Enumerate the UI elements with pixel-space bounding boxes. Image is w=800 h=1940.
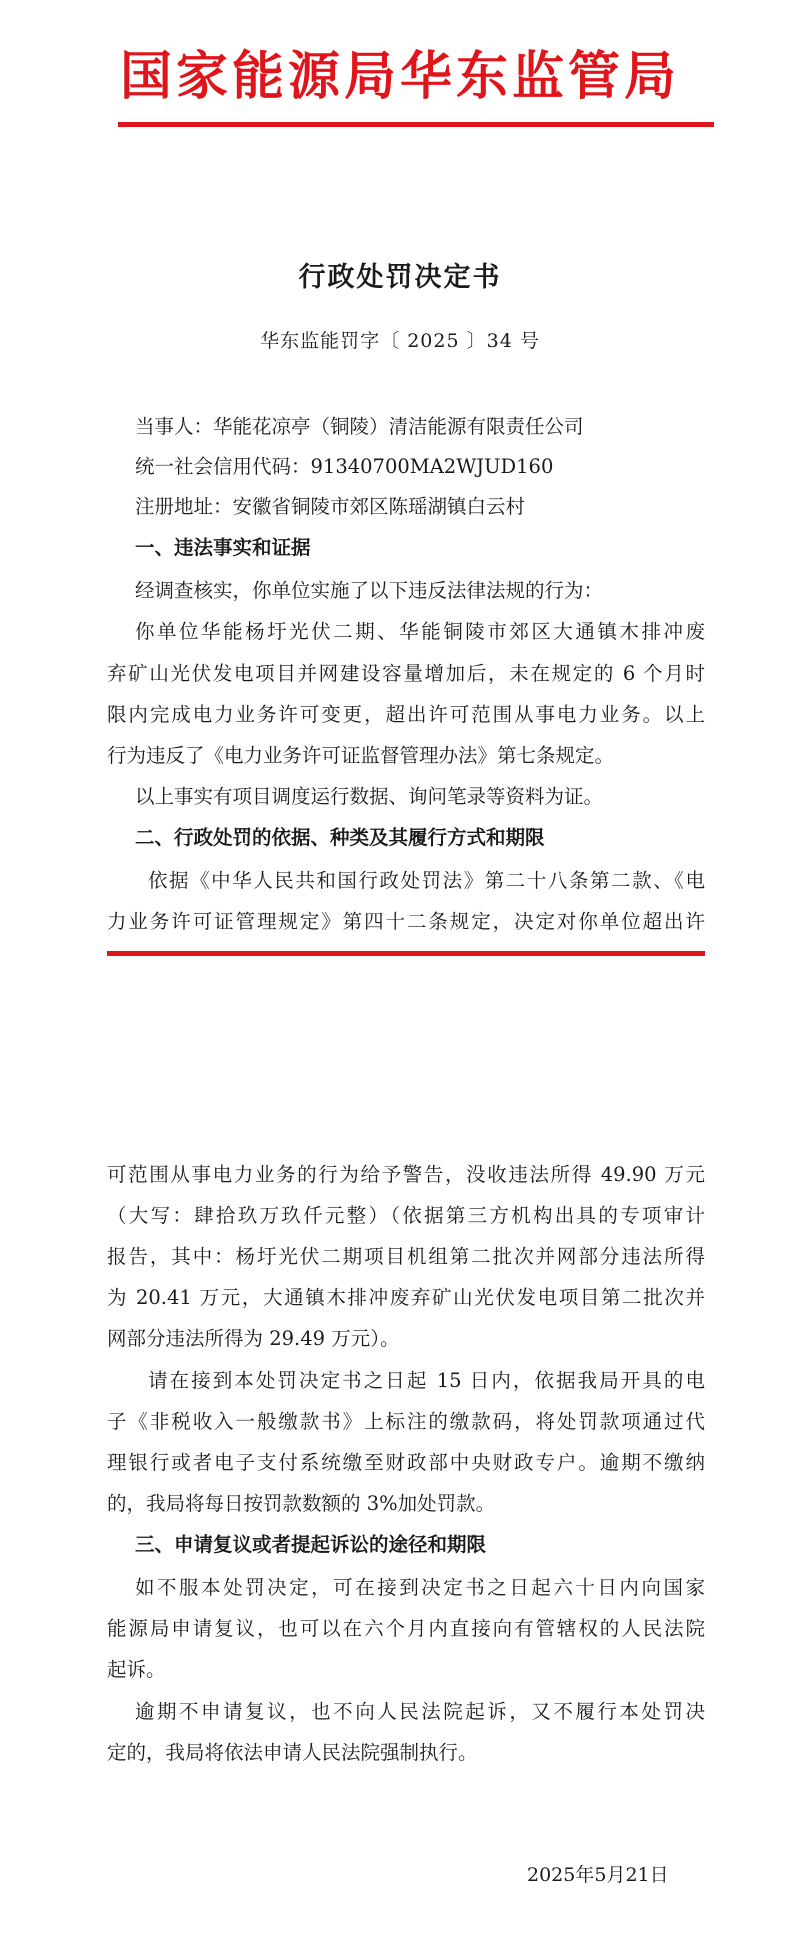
paragraph-line: 定的，我局将依法申请人民法院强制执行。 [107,1741,478,1764]
document-title: 行政处罚决定书 [298,262,502,293]
document-date: 2025年5月21日 [527,1864,669,1886]
section-1-heading: 一、违法事实和证据 [135,536,311,559]
paragraph-line: 网部分违法所得为 29.49 万元）。 [107,1327,400,1350]
paragraph-line: 你单位华能杨圩光伏二期、华能铜陵市郊区大通镇木排冲废 [135,620,705,643]
paragraph-line: 弃矿山光伏发电项目并网建设容量增加后，未在规定的 6 个月时 [107,662,705,685]
paragraph-line: 限内完成电力业务许可变更，超出许可范围从事电力业务。以上 [107,703,705,726]
paragraph-line: 依据《中华人民共和国行政处罚法》第二十八条第二款、《电 [148,869,705,892]
paragraph-line: （大写：肆拾玖万玖仟元整）（依据第三方机构出具的专项审计 [107,1204,705,1227]
paragraph-line: 起诉。 [107,1658,166,1681]
paragraph-line: 理银行或者电子支付系统缴至财政部中央财政专户。逾期不缴纳 [107,1451,705,1474]
party-credit-code: 统一社会信用代码：91340700MA2WJUD160 [135,455,554,478]
paragraph-line: 请在接到本处罚决定书之日起 15 日内，依据我局开具的电 [148,1369,705,1392]
section-2-heading: 二、行政处罚的依据、种类及其履行方式和期限 [135,826,545,849]
paragraph-line: 行为违反了《电力业务许可证监督管理办法》第七条规定。 [107,744,615,767]
paragraph-line: 可范围从事电力业务的行为给予警告，没收违法所得 49.90 万元 [107,1163,705,1186]
paragraph-line: 报告，其中：杨圩光伏二期项目机组第二批次并网部分违法所得 [107,1245,705,1268]
page-break-rule [107,951,705,956]
paragraph-line: 逾期不申请复议，也不向人民法院起诉，又不履行本处罚决 [135,1700,705,1723]
paragraph-line: 的，我局将每日按罚款数额的 3%加处罚款。 [107,1492,496,1515]
paragraph-line: 以上事实有项目调度运行数据、询问笔录等资料为证。 [135,785,604,808]
agency-letterhead: 国家能源局华东监管局 [119,47,680,107]
party-name: 当事人：华能花凉亭（铜陵）清洁能源有限责任公司 [135,415,584,438]
paragraph-line: 经调查核实，你单位实施了以下违反法律法规的行为： [135,579,604,602]
party-address: 注册地址：安徽省铜陵市郊区陈瑶湖镇白云村 [135,495,526,518]
section-3-heading: 三、申请复议或者提起诉讼的途径和期限 [135,1533,487,1556]
paragraph-line: 能源局申请复议，也可以在六个月内直接向有管辖权的人民法院 [107,1617,705,1640]
document-number: 华东监能罚字〔 2025 〕34 号 [260,330,540,352]
letterhead-divider [118,122,714,127]
paragraph-line: 力业务许可证管理规定》第四十二条规定，决定对你单位超出许 [107,910,705,933]
paragraph-line: 为 20.41 万元，大通镇木排冲废弃矿山光伏发电项目第二批次并 [107,1286,705,1309]
paragraph-line: 如不服本处罚决定，可在接到决定书之日起六十日内向国家 [135,1576,705,1599]
paragraph-line: 子《非税收入一般缴款书》上标注的缴款码，将处罚款项通过代 [107,1410,705,1433]
